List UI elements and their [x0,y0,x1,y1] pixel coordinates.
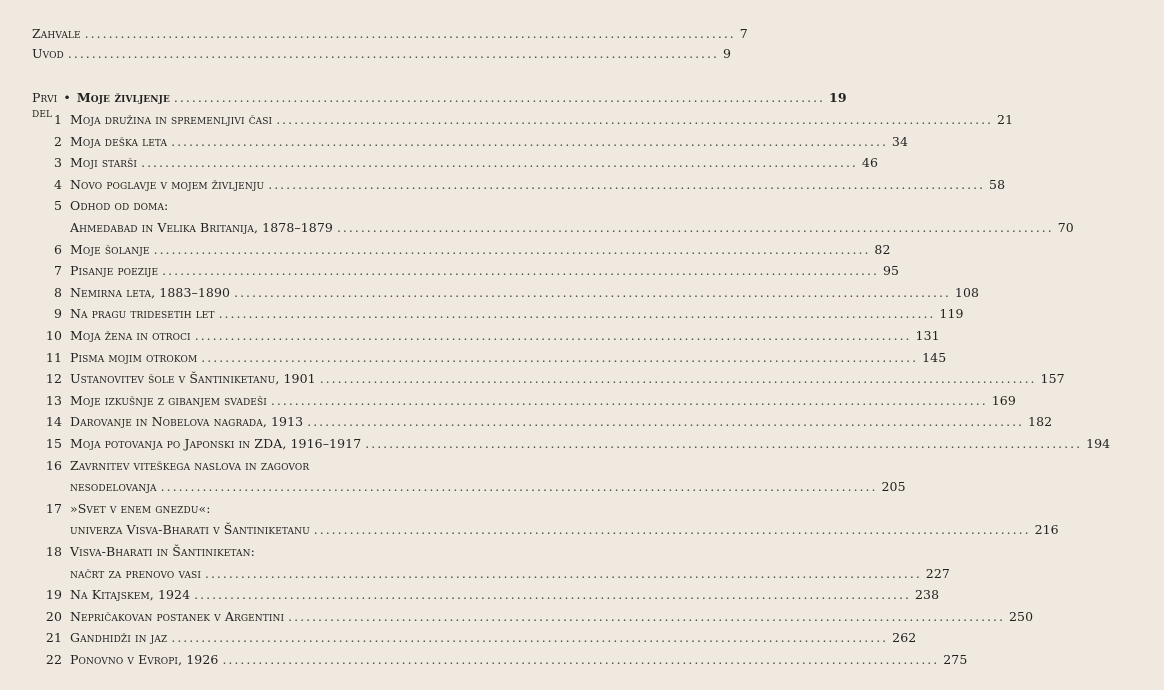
dot-leader: ........................................................................................................................ [194,587,911,603]
part-page: 19 [829,90,847,105]
chapter-title: Moja žena in otroci [70,328,191,343]
chapter-page: 205 [881,479,906,495]
chapter-page: 34 [891,133,909,149]
chapter-page: 238 [914,587,940,603]
toc-chapter-row[interactable] [0,133,909,156]
chapter-number: 8 [53,284,62,300]
chapter-number: 21 [45,630,62,646]
toc-chapter-row[interactable] [0,284,980,307]
chapter-number: 12 [45,371,62,387]
chapter-title: univerza Visva-Bharati v Šantiniketanu [70,522,310,538]
part-label: Prvi del [32,90,58,120]
chapter-title: Ahmedabad in Velika Britanija, 1878–1879 [70,220,333,235]
dot-leader: ........................................................................................................................ [307,414,1025,430]
toc-chapter-row[interactable] [0,263,900,285]
chapter-title: Na Kitajskem, 1924 [70,587,191,603]
chapter-title: Moje izkušnje z gibanjem svadeši [70,392,267,408]
dot-leader: ........................................................................................................................ [365,436,1083,451]
toc-chapter-row[interactable] [0,241,891,264]
toc-chapter-row[interactable] [0,414,1053,436]
chapter-number: 2 [53,133,62,149]
chapter-title: »Svet v enem gnezdu«: [70,500,211,516]
chapter-title: Gandhidži in jaz [70,630,168,646]
chapter-number: 10 [45,328,62,343]
chapter-number: 20 [45,608,62,624]
chapter-number: 15 [45,436,62,451]
toc-chapter-row[interactable] [0,522,1059,544]
toc-entry-uvod[interactable] [0,46,732,68]
chapter-page: 194 [1086,436,1111,451]
dot-leader: ............................................................................................................. [173,90,826,105]
chapter-page: 169 [991,392,1016,408]
chapter-page: 119 [939,306,964,322]
toc-chapter-row[interactable] [0,630,917,652]
dot-leader: ........................................................................................................................ [171,630,889,646]
dot-leader: ........................................................................................................................ [218,306,936,322]
chapter-title: Zavrnitev viteškega naslova in zagovor [70,457,310,473]
dot-leader: ............................................................................................................. [84,26,736,41]
part-title: Moje življenje [76,90,170,105]
toc-chapter-row[interactable] [0,176,1006,199]
chapter-page: 145 [922,349,947,365]
chapter-title: Novo poglavje v mojem življenju [70,176,265,192]
toc-chapter-row[interactable] [0,155,879,177]
dot-leader: ........................................................................................................................ [268,176,986,192]
chapter-page: 157 [1040,371,1065,387]
chapter-title: Na pragu tridesetih let [70,306,215,322]
chapter-number: 7 [53,263,62,279]
chapter-title: Ponovno v Evropi, 1926 [70,652,219,667]
toc-chapter-row[interactable] [0,501,485,523]
chapter-number: 17 [45,500,62,516]
chapter-page: 262 [892,630,917,646]
toc-chapter-row[interactable] [0,479,906,501]
chapter-page: 46 [861,155,879,171]
toc-chapter-row[interactable] [0,565,950,588]
chapter-number: 4 [53,176,62,192]
chapter-title: Pisanje poezije [70,263,159,279]
dot-leader: ........................................................................................................................ [222,652,940,667]
chapter-title: Ustanovitev šole v Šantiniketanu, 1901 [70,371,316,387]
dot-leader: ........................................................................................................................ [160,479,878,495]
chapter-page: 58 [989,176,1006,192]
chapter-title: Pisma mojim otrokom [70,349,198,365]
toc-chapter-row[interactable] [0,587,940,609]
toc-chapter-row[interactable] [0,306,964,328]
toc-chapter-row[interactable] [0,328,940,350]
dot-leader: ........................................................................................................................ [201,349,919,365]
chapter-number: 3 [53,155,62,171]
toc-chapter-row[interactable] [0,458,485,480]
dot-leader: ........................................................................................................................ [288,608,1005,624]
toc-chapter-row[interactable] [0,198,485,220]
dot-leader: ........................................................................................................................ [276,112,994,127]
chapter-title: nesodelovanja [70,479,157,495]
toc-chapter-row[interactable] [0,608,1034,631]
toc-chapter-row[interactable] [0,436,1111,458]
chapter-title: Moja deška leta [70,133,168,149]
dot-leader: ........................................................................................................................ [336,220,1054,235]
chapter-number: 9 [53,306,62,322]
chapter-page: 95 [882,263,900,279]
chapter-number: 16 [45,457,62,473]
chapter-number: 1 [53,112,62,127]
chapter-title: Odhod od doma: [70,198,169,214]
chapter-number: 11 [45,349,62,365]
chapter-page: 21 [997,112,1014,127]
dot-leader: ........................................................................................................................ [204,565,922,581]
dot-leader: ........................................................................................................................ [141,155,858,171]
chapter-page: 216 [1034,522,1059,538]
chapter-page: 182 [1028,414,1053,430]
toc-entry-title: Uvod [32,46,64,61]
toc-entry-page: 9 [722,46,732,61]
toc-entry-zahvale[interactable] [0,26,748,48]
dot-leader: ........................................................................................................................ [319,371,1037,387]
toc-chapter-row[interactable] [0,544,485,566]
toc-entry-page: 7 [739,26,748,41]
chapter-page: 70 [1057,220,1074,235]
chapter-page: 275 [943,652,968,667]
toc-chapter-row[interactable] [0,349,947,372]
chapter-title: Darovanje in Nobelova nagrada, 1913 [70,414,304,430]
chapter-title: Nemirna leta, 1883–1890 [70,284,231,300]
chapter-page: 131 [915,328,940,343]
chapter-page: 108 [954,284,980,300]
chapter-title: Moja družina in spremenljivi časi [70,112,273,127]
chapter-page: 227 [925,565,950,581]
chapter-title: Moja potovanja po Japonski in ZDA, 1916–1917 [70,436,362,451]
chapter-number: 18 [45,544,62,559]
toc-chapter-row[interactable] [0,392,1016,415]
dot-leader: ........................................................................................................................ [270,392,988,408]
toc-chapter-row[interactable] [0,652,968,674]
toc-chapter-row[interactable] [0,371,1065,393]
toc-entry-title: Zahvale [32,26,81,41]
bullet-icon: • [63,90,71,105]
chapter-title: načrt za prenovo vasi [70,565,201,581]
chapter-title: Moje šolanje [70,241,150,257]
chapter-page: 250 [1008,608,1034,624]
toc-chapter-row[interactable] [0,112,1014,134]
dot-leader: ........................................................................................................................ [153,241,871,257]
chapter-title: Moji starši [70,155,138,171]
chapter-number: 5 [53,198,62,214]
chapter-title: Visva-Bharati in Šantiniketan: [70,544,255,559]
chapter-page: 82 [874,241,891,257]
chapter-number: 13 [45,392,62,408]
chapter-number: 22 [45,652,62,667]
dot-leader: ........................................................................................................................ [171,133,888,149]
dot-leader: ........................................................................................................................ [194,328,912,343]
chapter-number: 14 [45,414,62,430]
dot-leader: ........................................................................................................................ [162,263,879,279]
chapter-title: Nepričakovan postanek v Argentini [70,608,285,624]
dot-leader: ........................................................................................................................ [313,522,1031,538]
chapter-number: 6 [53,241,62,257]
toc-chapter-row[interactable] [0,220,1074,242]
dot-leader: ........................................................................................................................ [234,284,951,300]
dot-leader: ............................................................................................................. [67,46,719,61]
chapter-number: 19 [45,587,62,603]
